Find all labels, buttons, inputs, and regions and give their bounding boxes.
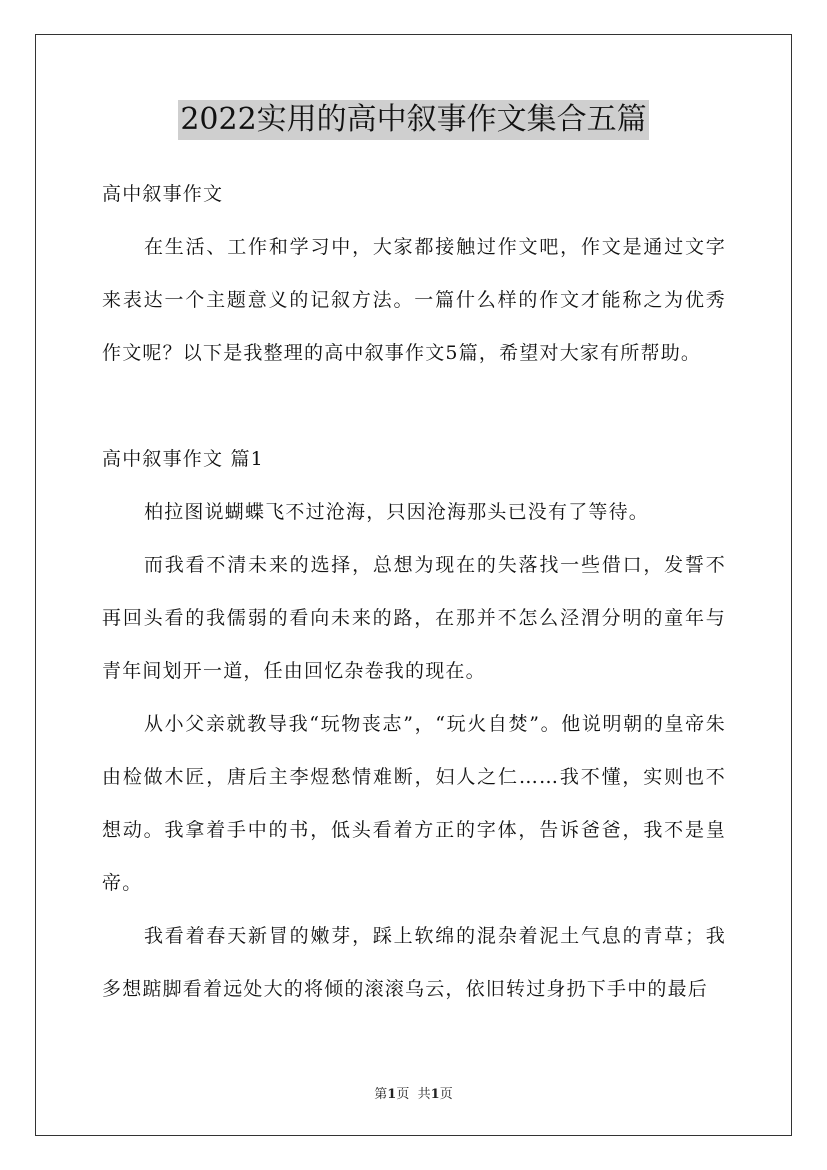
page-footer [0,1083,827,1102]
title-wrap [0,100,827,140]
essay-heading: 高中叙事作文 篇1 [102,448,264,470]
total-prefix: 共 [417,1087,431,1102]
total-pages: 1 [430,1087,440,1102]
essay-paragraph: 而我看不清未来的选择，总想为现在的失落找一些借口，发誓不再回头看的我儒弱的看向未来的路，在那并不怎么泾渭分明的童年与青年间划开一道，任由回忆杂卷我的现在。 [102,554,726,682]
intro-paragraph: 在生活、工作和学习中，大家都接触过作文吧，作文是通过文字来表达一个主题意义的记叙方法。一篇什么样的作文才能称之为优秀作文呢？以下是我整理的高中叙事作文5篇，希望对大家有所帮助。 [102,236,726,364]
essay-paragraph: 我看着春天新冒的嫩芽，踩上软绵的混杂着泥土气息的青草；我多想踮脚看着远处大的将倾的滚滚乌云，依旧转过身扔下手中的最后 [102,925,726,1000]
total-suffix: 页 [439,1087,453,1102]
page-number: 1 [387,1087,397,1102]
document-body [102,168,726,1016]
document-title: 2022实用的高中叙事作文集合五篇 [178,100,648,140]
paragraph-gap [102,380,726,433]
essay-paragraph: 从小父亲就教导我“玩物丧志”，“玩火自焚”。他说明朝的皇帝朱由检做木匠，唐后主李煜愁情难断，妇人之仁……我不懂，实则也不想动。我拿着手中的书，低头看着方正的字体，告诉爸爸，我不是皇帝。 [102,713,726,894]
page-prefix: 第 [374,1087,388,1102]
essay-paragraph: 柏拉图说蝴蝶飞不过沧海，只因沧海那头已没有了等待。 [144,501,650,523]
section-heading: 高中叙事作文 [102,183,224,205]
page-suffix: 页 [396,1087,410,1102]
